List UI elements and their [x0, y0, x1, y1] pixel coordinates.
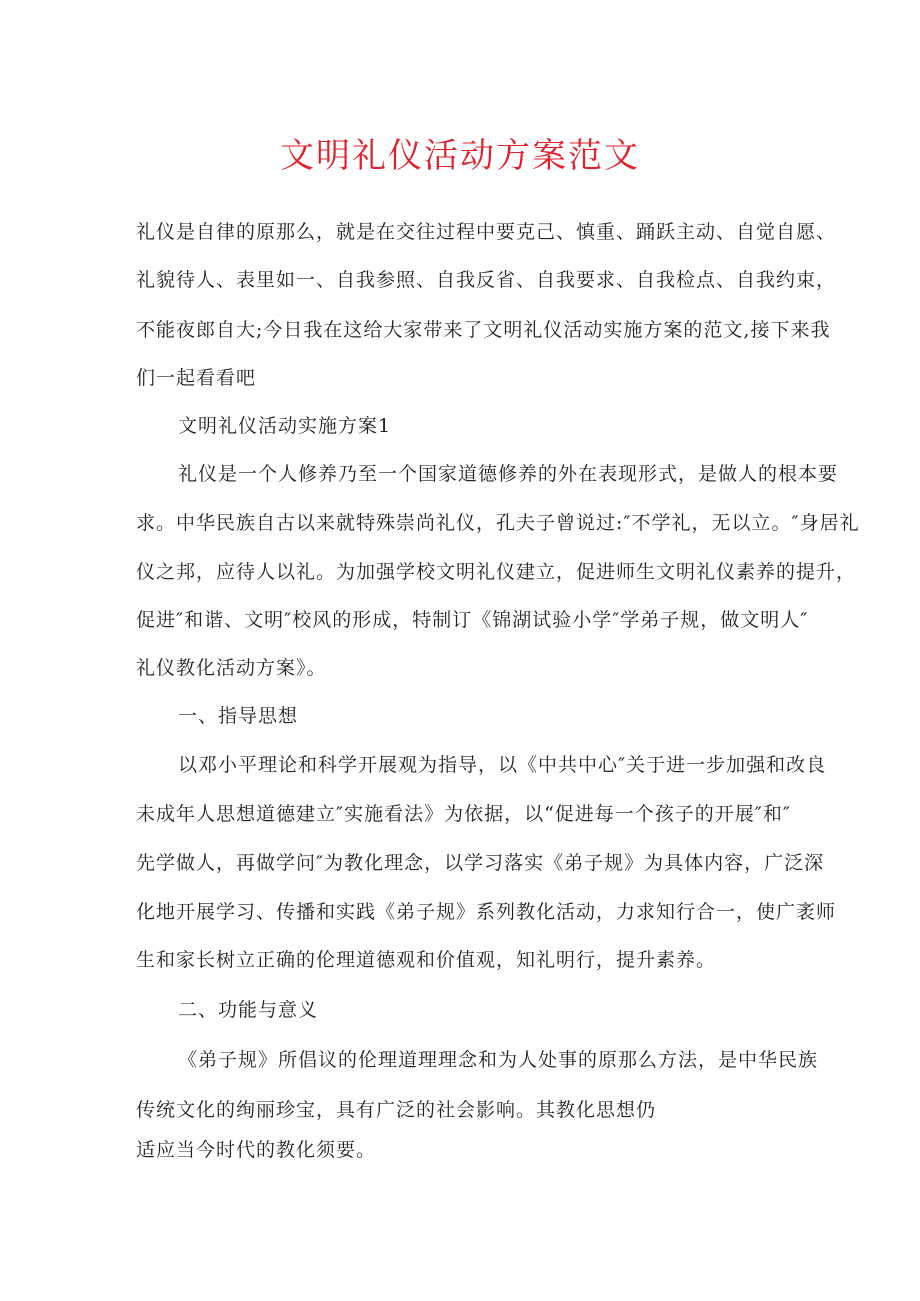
paragraph-2-line-4: 化地开展学习、传播和实践《弟子规》系列教化活动，力求知行合一，使广袤师 [136, 901, 837, 923]
section-heading-plan-1: 文明礼仪活动实施方案1 [178, 415, 392, 437]
paragraph-1-line-5: 礼仪教化活动方案》。 [136, 657, 327, 679]
paragraph-1-line-4: 促进″和谐、文明″校风的形成，特制订《锦湖试验小学″学弟子规，做文明人″ [136, 609, 809, 631]
paragraph-2-line-3: 先学做人，再做学问″为教化理念，以学习落实《弟子规》为具体内容，广泛深 [136, 852, 825, 874]
section-heading-function-meaning: 二、功能与意义 [178, 999, 319, 1021]
intro-line-3: 不能夜郎自大;今日我在这给大家带来了文明礼仪活动实施方案的范文,接下来我 [136, 319, 831, 341]
paragraph-3-line-2: 传统文化的绚丽珍宝，具有广泛的社会影响。其教化思想仍 [136, 1099, 657, 1121]
section-heading-guiding-ideology: 一、指导思想 [178, 705, 299, 727]
paragraph-3-line-1: 《弟子规》所倡议的伦理道理理念和为人处事的原那么方法，是中华民族 [178, 1049, 819, 1071]
intro-line-4: 们一起看看吧 [136, 367, 257, 389]
paragraph-1-line-3: 仪之邦，应待人以礼。为加强学校文明礼仪建立，促进师生文明礼仪素养的提升， [136, 561, 857, 583]
intro-line-2: 礼貌待人、表里如一、自我参照、自我反省、自我要求、自我检点、自我约束， [136, 269, 837, 291]
paragraph-2-line-2: 未成年人思想道德建立″实施看法》为依据，以“促进每一个孩子的开展″和″ [136, 803, 792, 825]
paragraph-2-line-1: 以邓小平理论和科学开展观为指导，以《中共中心″关于进一步加强和改良 [178, 754, 827, 776]
paragraph-1-line-2: 求。中华民族自古以来就特殊崇尚礼仪，孔夫子曾说过:″不学礼，无以立。″身居礼 [136, 512, 860, 534]
paragraph-2-line-5: 生和家长树立正确的伦理道德观和价值观，知礼明行，提升素养。 [136, 949, 717, 971]
document-title: 文明礼仪活动方案范文 [280, 136, 640, 176]
paragraph-3-line-3: 适应当今时代的教化须要。 [136, 1139, 377, 1161]
paragraph-1-line-1: 礼仪是一个人修养乃至一个国家道德修养的外在表现形式，是做人的根本要 [178, 463, 839, 485]
intro-line-1: 礼仪是自律的原那么，就是在交往过程中要克己、慎重、踊跃主动、自觉自愿、 [136, 221, 837, 243]
